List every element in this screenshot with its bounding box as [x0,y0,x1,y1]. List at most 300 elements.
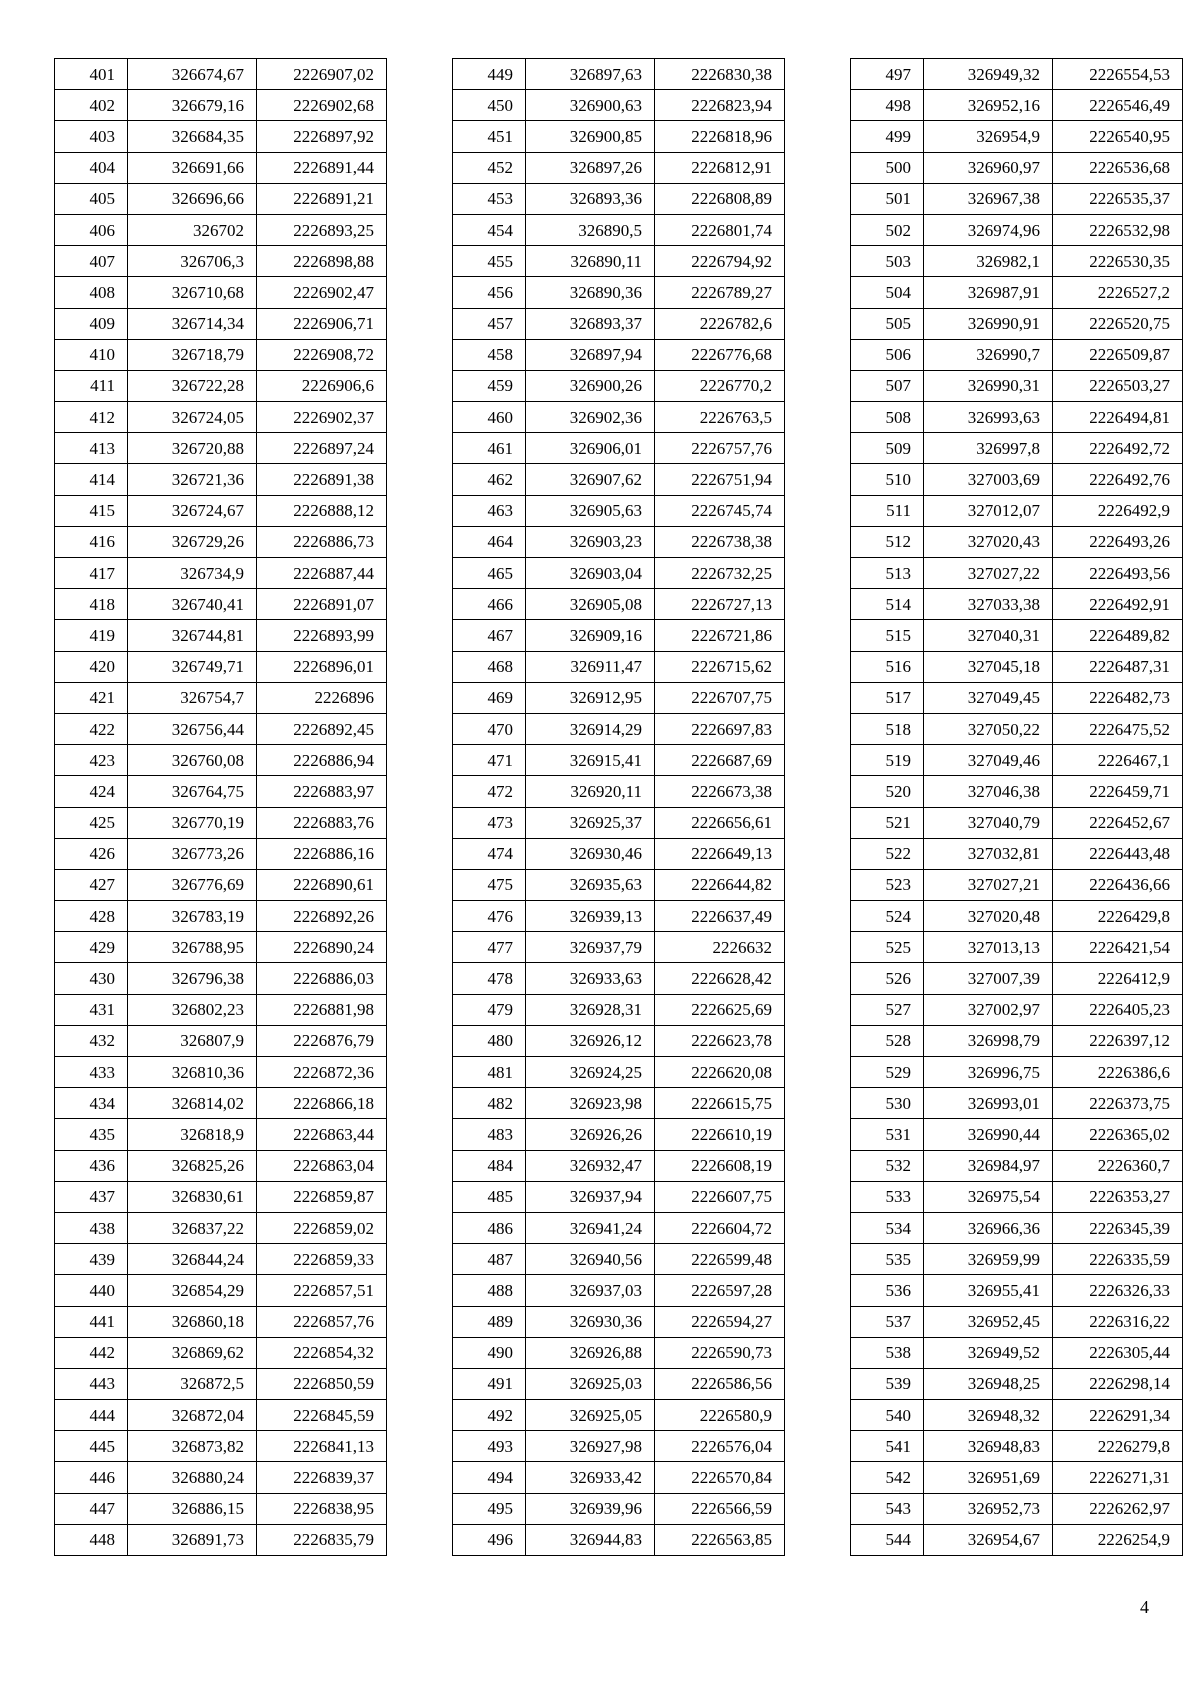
point-number-cell: 428 [55,901,128,932]
y-coordinate-cell: 2226527,2 [1053,277,1183,308]
x-coordinate-cell: 326900,63 [526,90,655,121]
point-number-cell: 525 [851,932,924,963]
point-number-cell: 427 [55,869,128,900]
x-coordinate-cell: 326952,16 [924,90,1053,121]
x-coordinate-cell: 326930,36 [526,1306,655,1337]
point-number-cell: 430 [55,963,128,994]
y-coordinate-cell: 2226345,39 [1053,1212,1183,1243]
table-row [453,963,785,994]
x-coordinate-cell: 326909,16 [526,620,655,651]
y-coordinate-cell: 2226697,83 [655,713,785,744]
x-coordinate-cell: 326920,11 [526,776,655,807]
table-row [55,370,387,401]
point-number-cell: 431 [55,994,128,1025]
point-number-cell: 472 [453,776,526,807]
x-coordinate-cell: 326951,69 [924,1462,1053,1493]
x-coordinate-cell: 326754,7 [128,682,257,713]
table-row [851,776,1183,807]
point-number-cell: 480 [453,1025,526,1056]
table-row [453,1368,785,1399]
table-row [55,589,387,620]
x-coordinate-cell: 326915,41 [526,745,655,776]
x-coordinate-cell: 326914,29 [526,713,655,744]
y-coordinate-cell: 2226637,49 [655,901,785,932]
table-row [851,1057,1183,1088]
table-row [851,869,1183,900]
y-coordinate-cell: 2226615,75 [655,1088,785,1119]
point-number-cell: 474 [453,838,526,869]
x-coordinate-cell: 326924,25 [526,1057,655,1088]
table-row [55,1025,387,1056]
table-row [453,90,785,121]
y-coordinate-cell: 2226604,72 [655,1212,785,1243]
x-coordinate-cell: 326710,68 [128,277,257,308]
point-number-cell: 533 [851,1181,924,1212]
x-coordinate-cell: 326930,46 [526,838,655,869]
y-coordinate-cell: 2226891,44 [257,152,387,183]
table-row [851,713,1183,744]
point-number-cell: 433 [55,1057,128,1088]
y-coordinate-cell: 2226890,24 [257,932,387,963]
table-row [453,651,785,682]
x-coordinate-cell: 326926,26 [526,1119,655,1150]
table-row [55,183,387,214]
x-coordinate-cell: 326893,37 [526,308,655,339]
point-number-cell: 521 [851,807,924,838]
table-body [851,59,1183,1556]
y-coordinate-cell: 2226859,87 [257,1181,387,1212]
point-number-cell: 453 [453,183,526,214]
table-row [55,713,387,744]
point-number-cell: 478 [453,963,526,994]
y-coordinate-cell: 2226866,18 [257,1088,387,1119]
y-coordinate-cell: 2226887,44 [257,558,387,589]
x-coordinate-cell: 326948,32 [924,1400,1053,1431]
table-row [453,246,785,277]
x-coordinate-cell: 326949,32 [924,59,1053,90]
y-coordinate-cell: 2226891,07 [257,589,387,620]
x-coordinate-cell: 327003,69 [924,464,1053,495]
x-coordinate-cell: 326891,73 [128,1524,257,1555]
point-number-cell: 441 [55,1306,128,1337]
table-row [55,1431,387,1462]
y-coordinate-cell: 2226563,85 [655,1524,785,1555]
x-coordinate-cell: 326825,26 [128,1150,257,1181]
point-number-cell: 486 [453,1212,526,1243]
point-number-cell: 405 [55,183,128,214]
table-row [55,807,387,838]
point-number-cell: 449 [453,59,526,90]
y-coordinate-cell: 2226687,69 [655,745,785,776]
x-coordinate-cell: 327013,13 [924,932,1053,963]
table-row [55,526,387,557]
y-coordinate-cell: 2226644,82 [655,869,785,900]
point-number-cell: 537 [851,1306,924,1337]
point-number-cell: 514 [851,589,924,620]
y-coordinate-cell: 2226896 [257,682,387,713]
table-row [453,370,785,401]
x-coordinate-cell: 326925,05 [526,1400,655,1431]
point-number-cell: 437 [55,1181,128,1212]
x-coordinate-cell: 326937,79 [526,932,655,963]
point-number-cell: 410 [55,339,128,370]
y-coordinate-cell: 2226896,01 [257,651,387,682]
point-number-cell: 440 [55,1275,128,1306]
x-coordinate-cell: 326990,91 [924,308,1053,339]
table-row [55,932,387,963]
table-row [851,1119,1183,1150]
y-coordinate-cell: 2226886,94 [257,745,387,776]
y-coordinate-cell: 2226897,24 [257,433,387,464]
table-row [453,495,785,526]
y-coordinate-cell: 2226649,13 [655,838,785,869]
x-coordinate-cell: 326897,26 [526,152,655,183]
y-coordinate-cell: 2226902,47 [257,277,387,308]
y-coordinate-cell: 2226576,04 [655,1431,785,1462]
table-row [851,932,1183,963]
table-row [453,869,785,900]
point-number-cell: 529 [851,1057,924,1088]
point-number-cell: 520 [851,776,924,807]
table-row [453,776,785,807]
table-row [55,1368,387,1399]
point-number-cell: 435 [55,1119,128,1150]
y-coordinate-cell: 2226262,97 [1053,1493,1183,1524]
y-coordinate-cell: 2226492,72 [1053,433,1183,464]
table-row [55,651,387,682]
x-coordinate-cell: 326993,01 [924,1088,1053,1119]
y-coordinate-cell: 2226536,68 [1053,152,1183,183]
x-coordinate-cell: 326954,9 [924,121,1053,152]
x-coordinate-cell: 326923,98 [526,1088,655,1119]
x-coordinate-cell: 326960,97 [924,152,1053,183]
x-coordinate-cell: 326911,47 [526,651,655,682]
x-coordinate-cell: 327049,46 [924,745,1053,776]
x-coordinate-cell: 326810,36 [128,1057,257,1088]
table-row [851,1025,1183,1056]
point-number-cell: 401 [55,59,128,90]
table-row [55,1462,387,1493]
point-number-cell: 507 [851,370,924,401]
y-coordinate-cell: 2226279,8 [1053,1431,1183,1462]
table-row [55,901,387,932]
point-number-cell: 464 [453,526,526,557]
y-coordinate-cell: 2226475,52 [1053,713,1183,744]
y-coordinate-cell: 2226907,02 [257,59,387,90]
table-row [55,59,387,90]
point-number-cell: 492 [453,1400,526,1431]
table-row [453,558,785,589]
point-number-cell: 481 [453,1057,526,1088]
y-coordinate-cell: 2226570,84 [655,1462,785,1493]
point-number-cell: 528 [851,1025,924,1056]
point-number-cell: 444 [55,1400,128,1431]
x-coordinate-cell: 327040,31 [924,620,1053,651]
table-body [453,59,785,1556]
y-coordinate-cell: 2226859,02 [257,1212,387,1243]
table-row [55,1088,387,1119]
point-number-cell: 442 [55,1337,128,1368]
table-row [55,963,387,994]
y-coordinate-cell: 2226493,56 [1053,558,1183,589]
table-row [55,495,387,526]
x-coordinate-cell: 326770,19 [128,807,257,838]
y-coordinate-cell: 2226898,88 [257,246,387,277]
y-coordinate-cell: 2226623,78 [655,1025,785,1056]
y-coordinate-cell: 2226850,59 [257,1368,387,1399]
y-coordinate-cell: 2226845,59 [257,1400,387,1431]
table-row [851,1212,1183,1243]
y-coordinate-cell: 2226908,72 [257,339,387,370]
table-row [453,1088,785,1119]
x-coordinate-cell: 327002,97 [924,994,1053,1025]
point-number-cell: 504 [851,277,924,308]
x-coordinate-cell: 326974,96 [924,214,1053,245]
y-coordinate-cell: 2226610,19 [655,1119,785,1150]
x-coordinate-cell: 326935,63 [526,869,655,900]
point-number-cell: 406 [55,214,128,245]
table-row [453,152,785,183]
x-coordinate-cell: 326990,44 [924,1119,1053,1150]
table-row [55,214,387,245]
x-coordinate-cell: 326902,36 [526,402,655,433]
table-row [55,90,387,121]
table-row [55,838,387,869]
y-coordinate-cell: 2226841,13 [257,1431,387,1462]
y-coordinate-cell: 2226902,37 [257,402,387,433]
y-coordinate-cell: 2226594,27 [655,1306,785,1337]
y-coordinate-cell: 2226812,91 [655,152,785,183]
y-coordinate-cell: 2226429,8 [1053,901,1183,932]
x-coordinate-cell: 326837,22 [128,1212,257,1243]
point-number-cell: 500 [851,152,924,183]
point-number-cell: 542 [851,1462,924,1493]
y-coordinate-cell: 2226482,73 [1053,682,1183,713]
coordinates-table-3 [850,58,1183,1556]
x-coordinate-cell: 326773,26 [128,838,257,869]
y-coordinate-cell: 2226863,04 [257,1150,387,1181]
x-coordinate-cell: 326966,36 [924,1212,1053,1243]
x-coordinate-cell: 326897,94 [526,339,655,370]
x-coordinate-cell: 326854,29 [128,1275,257,1306]
y-coordinate-cell: 2226373,75 [1053,1088,1183,1119]
y-coordinate-cell: 2226546,49 [1053,90,1183,121]
table-row [453,1493,785,1524]
point-number-cell: 403 [55,121,128,152]
y-coordinate-cell: 2226897,92 [257,121,387,152]
x-coordinate-cell: 327020,43 [924,526,1053,557]
point-number-cell: 508 [851,402,924,433]
y-coordinate-cell: 2226891,38 [257,464,387,495]
point-number-cell: 459 [453,370,526,401]
x-coordinate-cell: 326987,91 [924,277,1053,308]
y-coordinate-cell: 2226892,45 [257,713,387,744]
table-row [453,277,785,308]
point-number-cell: 407 [55,246,128,277]
x-coordinate-cell: 326926,12 [526,1025,655,1056]
y-coordinate-cell: 2226838,95 [257,1493,387,1524]
y-coordinate-cell: 2226291,34 [1053,1400,1183,1431]
table-row [453,1524,785,1555]
point-number-cell: 516 [851,651,924,682]
point-number-cell: 522 [851,838,924,869]
table-row [851,90,1183,121]
table-row [453,589,785,620]
table-row [851,1181,1183,1212]
point-number-cell: 423 [55,745,128,776]
y-coordinate-cell: 2226721,86 [655,620,785,651]
x-coordinate-cell: 326702 [128,214,257,245]
point-number-cell: 487 [453,1244,526,1275]
point-number-cell: 484 [453,1150,526,1181]
table-row [453,838,785,869]
table-row [453,402,785,433]
y-coordinate-cell: 2226540,95 [1053,121,1183,152]
y-coordinate-cell: 2226503,27 [1053,370,1183,401]
y-coordinate-cell: 2226599,48 [655,1244,785,1275]
y-coordinate-cell: 2226727,13 [655,589,785,620]
x-coordinate-cell: 326906,01 [526,433,655,464]
x-coordinate-cell: 327027,21 [924,869,1053,900]
table-row [55,246,387,277]
x-coordinate-cell: 326927,98 [526,1431,655,1462]
x-coordinate-cell: 326691,66 [128,152,257,183]
x-coordinate-cell: 326684,35 [128,121,257,152]
point-number-cell: 488 [453,1275,526,1306]
y-coordinate-cell: 2226715,62 [655,651,785,682]
x-coordinate-cell: 327049,45 [924,682,1053,713]
y-coordinate-cell: 2226412,9 [1053,963,1183,994]
x-coordinate-cell: 326939,96 [526,1493,655,1524]
y-coordinate-cell: 2226656,61 [655,807,785,838]
table-row [851,464,1183,495]
y-coordinate-cell: 2226876,79 [257,1025,387,1056]
table-row [851,994,1183,1025]
x-coordinate-cell: 326937,03 [526,1275,655,1306]
point-number-cell: 460 [453,402,526,433]
point-number-cell: 461 [453,433,526,464]
y-coordinate-cell: 2226492,76 [1053,464,1183,495]
point-number-cell: 424 [55,776,128,807]
y-coordinate-cell: 2226421,54 [1053,932,1183,963]
y-coordinate-cell: 2226906,6 [257,370,387,401]
x-coordinate-cell: 326893,36 [526,183,655,214]
x-coordinate-cell: 326948,25 [924,1368,1053,1399]
point-number-cell: 445 [55,1431,128,1462]
y-coordinate-cell: 2226580,9 [655,1400,785,1431]
x-coordinate-cell: 326939,13 [526,901,655,932]
x-coordinate-cell: 326814,02 [128,1088,257,1119]
table-row [851,1306,1183,1337]
table-row [851,495,1183,526]
y-coordinate-cell: 2226436,66 [1053,869,1183,900]
x-coordinate-cell: 327050,22 [924,713,1053,744]
table-row [453,807,785,838]
x-coordinate-cell: 326937,94 [526,1181,655,1212]
point-number-cell: 523 [851,869,924,900]
y-coordinate-cell: 2226863,44 [257,1119,387,1150]
point-number-cell: 452 [453,152,526,183]
y-coordinate-cell: 2226590,73 [655,1337,785,1368]
table-row [55,869,387,900]
table-row [55,1244,387,1275]
point-number-cell: 494 [453,1462,526,1493]
table-row [55,1119,387,1150]
table-row [453,526,785,557]
y-coordinate-cell: 2226801,74 [655,214,785,245]
table-row [851,59,1183,90]
point-number-cell: 421 [55,682,128,713]
y-coordinate-cell: 2226298,14 [1053,1368,1183,1399]
y-coordinate-cell: 2226326,33 [1053,1275,1183,1306]
table-row [55,1337,387,1368]
table-row [851,1400,1183,1431]
y-coordinate-cell: 2226365,02 [1053,1119,1183,1150]
table-row [55,308,387,339]
point-number-cell: 429 [55,932,128,963]
y-coordinate-cell: 2226886,03 [257,963,387,994]
point-number-cell: 425 [55,807,128,838]
point-number-cell: 458 [453,339,526,370]
table-row [453,214,785,245]
y-coordinate-cell: 2226492,91 [1053,589,1183,620]
x-coordinate-cell: 326940,56 [526,1244,655,1275]
table-row [453,464,785,495]
table-row [453,682,785,713]
point-number-cell: 446 [55,1462,128,1493]
y-coordinate-cell: 2226254,9 [1053,1524,1183,1555]
y-coordinate-cell: 2226607,75 [655,1181,785,1212]
point-number-cell: 496 [453,1524,526,1555]
y-coordinate-cell: 2226859,33 [257,1244,387,1275]
table-row [55,558,387,589]
point-number-cell: 470 [453,713,526,744]
point-number-cell: 412 [55,402,128,433]
y-coordinate-cell: 2226535,37 [1053,183,1183,214]
table-row [851,1493,1183,1524]
x-coordinate-cell: 326948,83 [924,1431,1053,1462]
point-number-cell: 489 [453,1306,526,1337]
point-number-cell: 524 [851,901,924,932]
y-coordinate-cell: 2226890,61 [257,869,387,900]
point-number-cell: 539 [851,1368,924,1399]
x-coordinate-cell: 326941,24 [526,1212,655,1243]
table-row [851,1337,1183,1368]
table-row [851,963,1183,994]
x-coordinate-cell: 326873,82 [128,1431,257,1462]
y-coordinate-cell: 2226823,94 [655,90,785,121]
table-row [851,901,1183,932]
x-coordinate-cell: 326890,11 [526,246,655,277]
point-number-cell: 493 [453,1431,526,1462]
point-number-cell: 491 [453,1368,526,1399]
table-row [55,1275,387,1306]
point-number-cell: 540 [851,1400,924,1431]
y-coordinate-cell: 2226763,5 [655,402,785,433]
x-coordinate-cell: 326764,75 [128,776,257,807]
point-number-cell: 450 [453,90,526,121]
x-coordinate-cell: 326903,23 [526,526,655,557]
y-coordinate-cell: 2226597,28 [655,1275,785,1306]
x-coordinate-cell: 326925,03 [526,1368,655,1399]
point-number-cell: 455 [453,246,526,277]
y-coordinate-cell: 2226830,38 [655,59,785,90]
point-number-cell: 466 [453,589,526,620]
x-coordinate-cell: 326714,34 [128,308,257,339]
x-coordinate-cell: 326756,44 [128,713,257,744]
table-row [55,1150,387,1181]
point-number-cell: 501 [851,183,924,214]
